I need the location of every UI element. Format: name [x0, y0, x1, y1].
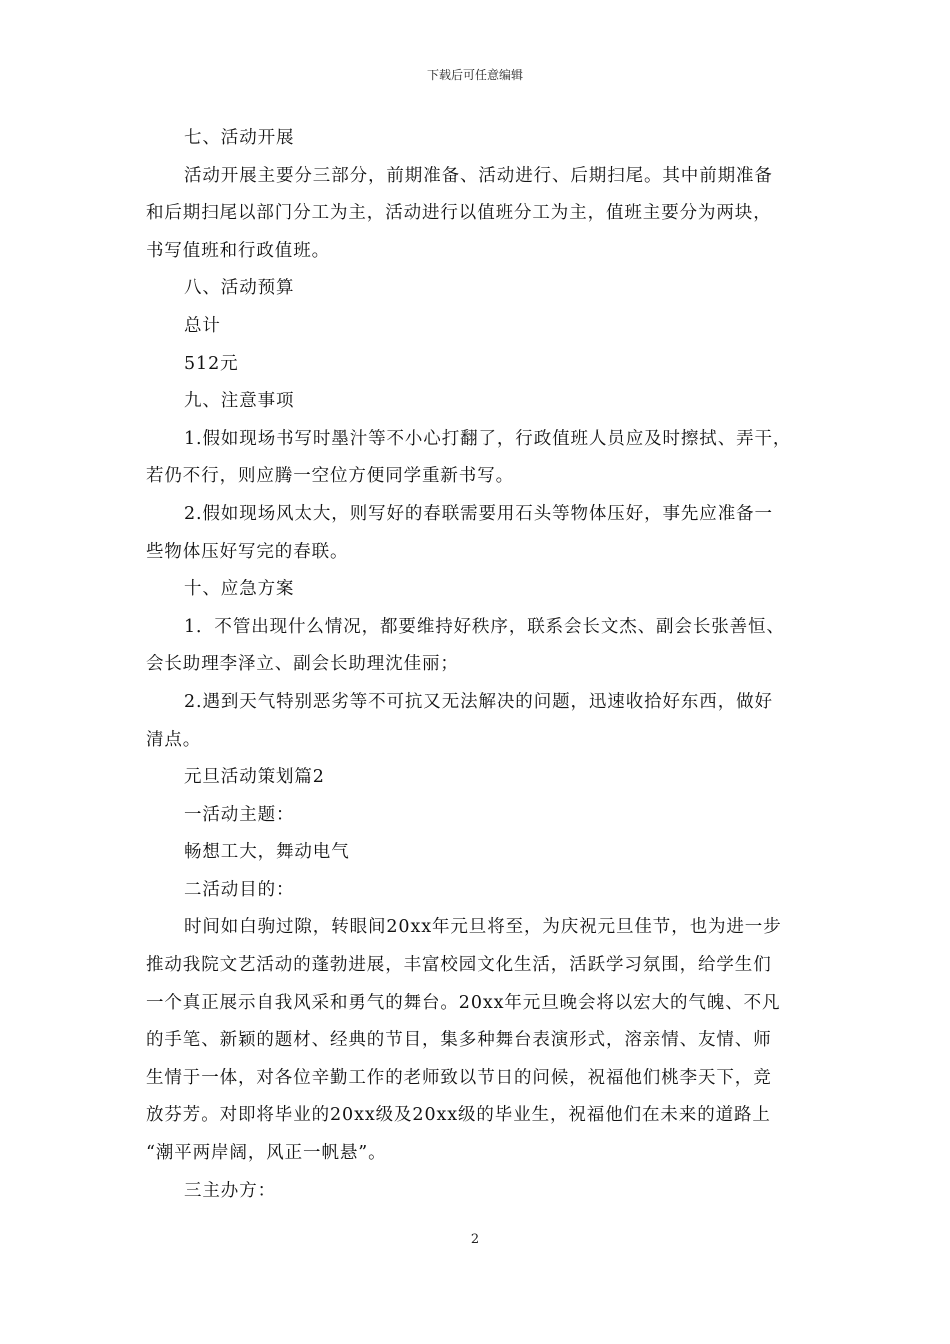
page-header: 下载后可任意编辑 — [426, 68, 523, 82]
text-line: 会长助理李泽立、副会长助理沈佳丽； — [146, 654, 459, 675]
text-line: 总计 — [184, 315, 221, 336]
document-body — [146, 120, 808, 1210]
text-line: 书写值班和行政值班。 — [146, 240, 330, 261]
text-line: 放芬芳。对即将毕业的20xx级及20xx级的毕业生，祝福他们在未来的道路上 — [146, 1105, 771, 1126]
text-line: 二活动目的： — [184, 879, 295, 900]
text-line: 七、活动开展 — [184, 128, 295, 148]
text-line: 2.假如现场风太大，则写好的春联需要用石头等物体压好，事先应准备一 — [184, 503, 773, 524]
text-line: 1.假如现场书写时墨汁等不小心打翻了，行政值班人员应及时擦拭、弄干， — [184, 428, 792, 449]
text-line: 推动我院文艺活动的蓬勃进展，丰富校园文化生活，活跃学习氛围，给学生们 — [146, 955, 772, 976]
text-line: 和后期扫尾以部门分工为主，活动进行以值班分工为主，值班主要分为两块， — [146, 203, 772, 224]
text-line: 时间如白驹过隙，转眼间20xx年元旦将至，为庆祝元旦佳节，也为进一步 — [184, 917, 782, 938]
text-line: 生情于一体，对各位辛勤工作的老师致以节日的问候，祝福他们桃李天下，竞 — [146, 1067, 772, 1088]
text-line: 十、应急方案 — [184, 579, 295, 600]
text-line: 清点。 — [146, 729, 202, 750]
text-line: 畅想工大，舞动电气 — [184, 842, 350, 863]
text-line: 1．不管出现什么情况，都要维持好秩序，联系会长文杰、副会长张善恒、 — [184, 616, 785, 637]
text-line: 三主办方： — [184, 1180, 276, 1201]
text-line: 元旦活动策划篇2 — [184, 767, 325, 788]
text-line: 若仍不行，则应腾一空位方便同学重新书写。 — [146, 466, 514, 487]
text-line: 一活动主题： — [184, 804, 295, 825]
text-line: 八、活动预算 — [184, 278, 295, 299]
text-line: 九、注意事项 — [184, 391, 295, 412]
text-line: 些物体压好写完的春联。 — [146, 541, 349, 562]
text-line: “潮平两岸阔，风正一帆悬”。 — [146, 1143, 387, 1164]
text-line: 一个真正展示自我风采和勇气的舞台。20xx年元旦晚会将以宏大的气魄、不凡 — [146, 992, 781, 1013]
text-line: 的手笔、新颖的题材、经典的节目，集多种舞台表演形式，溶亲情、友情、师 — [146, 1030, 772, 1051]
page-number: 2 — [470, 1232, 480, 1247]
text-line: 活动开展主要分三部分，前期准备、活动进行、后期扫尾。其中前期准备 — [184, 165, 773, 186]
text-line: 512元 — [184, 353, 239, 374]
text-line: 2.遇到天气特别恶劣等不可抗又无法解决的问题，迅速收拾好东西，做好 — [184, 691, 773, 712]
